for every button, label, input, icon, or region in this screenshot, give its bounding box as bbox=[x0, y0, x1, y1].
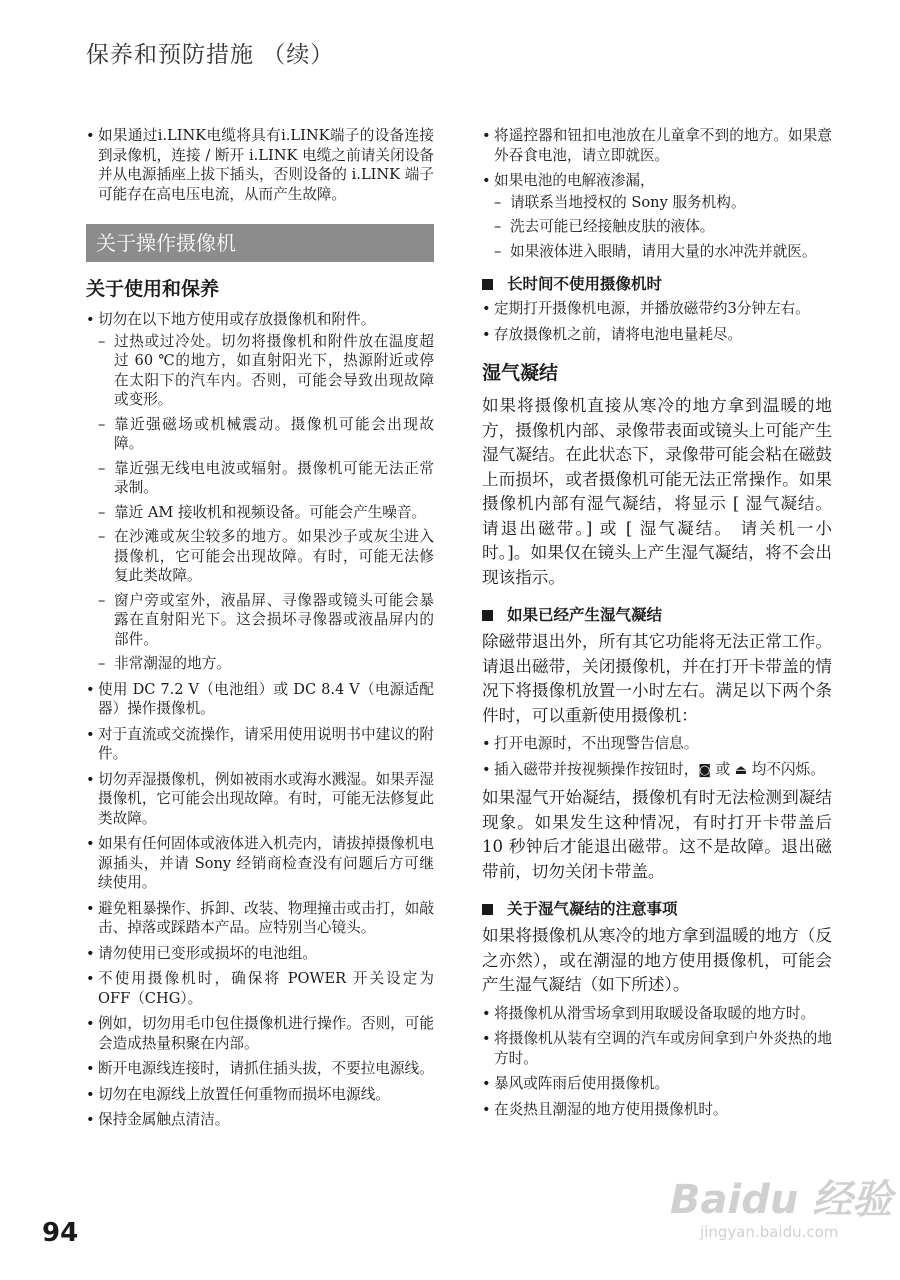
dash-item: – 靠近强磁场或机械震动。摄像机可能会出现故障。 bbox=[98, 415, 434, 454]
list-item bbox=[482, 171, 832, 261]
list-item-text: 均不闪烁。 bbox=[747, 760, 825, 778]
list-item: • 对于直流或交流操作，请采用使用说明书中建议的附件。 bbox=[86, 725, 434, 764]
list-item-text: 插入磁带并按视频操作按钮时， bbox=[494, 760, 699, 778]
intro-list bbox=[86, 126, 434, 204]
left-column bbox=[86, 126, 434, 1136]
list-item: • 如果有任何固体或液体进入机壳内，请拔掉摄像机电源插头，并请 Sony 经销商检查没有问题后方可继续使用。 bbox=[86, 834, 434, 893]
dash-item: – 请联系当地授权的 Sony 服务机构。 bbox=[494, 193, 832, 213]
list-item-text: 切勿在以下地方使用或存放摄像机和附件。 bbox=[98, 311, 376, 328]
dash-item: – 靠近强无线电电波或辐射。摄像机可能无法正常录制。 bbox=[98, 459, 434, 498]
dash-list bbox=[494, 193, 832, 262]
list-item-text: 或 bbox=[710, 760, 735, 778]
list-item: • 在炎热且潮湿的地方使用摄像机时。 bbox=[482, 1100, 832, 1120]
square-bullet-icon bbox=[482, 610, 493, 621]
dash-item: – 非常潮湿的地方。 bbox=[98, 654, 434, 674]
subhead-long-time bbox=[482, 273, 832, 295]
list-item: • 将摄像机从装有空调的汽车或房间拿到户外炎热的地方时。 bbox=[482, 1029, 832, 1068]
right-column bbox=[482, 126, 832, 1125]
list-item: • 打开电源时，不出现警告信息。 bbox=[482, 734, 832, 754]
watermark-logo: Baidu 经验 bbox=[670, 1177, 893, 1223]
dash-item: – 在沙滩或灰尘较多的地方。如果沙子或灰尘进入摄像机，它可能会出现故障。有时，可能无法修复此类故障。 bbox=[98, 527, 434, 586]
page-number: 94 bbox=[42, 1218, 79, 1248]
watermark-url: jingyan.baidu.com bbox=[700, 1223, 839, 1241]
subhead-text: 关于湿气凝结的注意事项 bbox=[507, 900, 678, 918]
dash-item: – 过热或过冷处。切勿将摄像机和附件放在温度超过 60 ℃的地方，如直射阳光下，热源附近或停在太阳下的汽车内。否则，可能会导致出现故障或变形。 bbox=[98, 332, 434, 410]
section-title-bar: 关于操作摄像机 bbox=[86, 224, 434, 262]
watermark bbox=[670, 1168, 892, 1241]
if-condensed-paragraph: 除磁带退出外，所有其它功能将无法正常工作。请退出磁带，关闭摄像机，并在打开卡带盖的情况下将摄像机放置一小时左右。满足以下两个条件时，可以重新使用摄像机： bbox=[482, 632, 832, 725]
long-time-list bbox=[482, 299, 832, 344]
subhead-if-condensed bbox=[482, 604, 832, 626]
page-title: 保养和预防措施 （续） bbox=[86, 42, 335, 68]
list-item: • 将遥控器和钮扣电池放在儿童拿不到的地方。如果意外吞食电池，请立即就医。 bbox=[482, 126, 832, 165]
care-list bbox=[86, 310, 434, 1130]
list-item: • 切勿弄湿摄像机，例如被雨水或海水溅湿。如果弄湿摄像机，它可能会出现故障。有时，可能无法修复此类故障。 bbox=[86, 770, 434, 829]
conditions-list bbox=[482, 734, 832, 780]
after-paragraph: 如果湿气开始凝结，摄像机有时无法检测到凝结现象。如果发生这种情况，有时打开卡带盖后 10 秒钟后才能退出磁带。这不是故障。退出磁带前，切勿关闭卡带盖。 bbox=[482, 788, 832, 881]
dash-item: – 如果液体进入眼睛，请用大量的水冲洗并就医。 bbox=[494, 242, 832, 262]
subhead-text: 如果已经产生湿气凝结 bbox=[507, 606, 663, 624]
list-item bbox=[86, 310, 434, 674]
eject-icon: ⏏ bbox=[734, 762, 748, 778]
notes-list bbox=[482, 1004, 832, 1120]
dash-item: – 窗户旁或室外，液晶屏、寻像器或镜头可能会暴露在直射阳光下。这会损坏寻像器或液晶屏内的部件。 bbox=[98, 591, 434, 650]
dash-item: – 洗去可能已经接触皮肤的液体。 bbox=[494, 217, 832, 237]
list-item: • 避免粗暴操作、拆卸、改装、物理撞击或击打，如敲击、掉落或踩踏本产品。应特别当心镜头。 bbox=[86, 899, 434, 938]
rec-indicator-icon: ◙ bbox=[698, 762, 711, 778]
subhead-text: 长时间不使用摄像机时 bbox=[507, 275, 663, 293]
list-item: • 切勿在电源线上放置任何重物而损坏电源线。 bbox=[86, 1085, 434, 1105]
notes-paragraph: 如果将摄像机从寒冷的地方拿到温暖的地方（反之亦然），或在潮湿的地方使用摄像机，可能会产生湿气凝结（如下所述）。 bbox=[482, 926, 832, 994]
list-item-text: 如果电池的电解液渗漏， bbox=[494, 172, 655, 189]
list-item: • 例如，切勿用毛巾包住摄像机进行操作。否则，可能会造成热量积聚在内部。 bbox=[86, 1014, 434, 1053]
dash-list bbox=[98, 332, 434, 674]
list-item: • 断开电源线连接时，请抓住插头拔，不要拉电源线。 bbox=[86, 1059, 434, 1079]
list-item: • 保持金属触点清洁。 bbox=[86, 1110, 434, 1130]
list-item: • 定期打开摄像机电源，并播放磁带约3分钟左右。 bbox=[482, 299, 832, 319]
list-item: • 暴风或阵雨后使用摄像机。 bbox=[482, 1074, 832, 1094]
condensation-paragraph: 如果将摄像机直接从寒冷的地方拿到温暖的地方，摄像机内部、录像带表面或镜头上可能产生湿气凝结。在此状态下，录像带可能会粘在磁鼓上而损坏，或者摄像机可能无法正常操作。如果摄像机内部有湿气凝结，将显示 [ 湿气凝结。 请退出磁带。] 或 [ 湿气凝结。 请关机一小时。]。如果仅在镜头上产生湿气凝结，将不会出现该指示。 bbox=[482, 396, 832, 587]
list-item: • 存放摄像机之前，请将电池电量耗尽。 bbox=[482, 325, 832, 345]
subhead-condensation: 湿气凝结 bbox=[482, 362, 559, 384]
list-item: • 请勿使用已变形或损坏的电池组。 bbox=[86, 944, 434, 964]
square-bullet-icon bbox=[482, 904, 493, 915]
subhead-notes bbox=[482, 898, 832, 920]
square-bullet-icon bbox=[482, 279, 493, 290]
list-item: • 不使用摄像机时，确保将 POWER 开关设定为 OFF（CHG）。 bbox=[86, 969, 434, 1008]
battery-list bbox=[482, 126, 832, 261]
list-item bbox=[482, 760, 832, 781]
list-item: • 将摄像机从滑雪场拿到用取暖设备取暖的地方时。 bbox=[482, 1004, 832, 1024]
list-item: • 使用 DC 7.2 V（电池组）或 DC 8.4 V（电源适配器）操作摄像机。 bbox=[86, 680, 434, 719]
list-item: • 如果通过i.LINK电缆将具有i.LINK端子的设备连接到录像机，连接 / 断开 i.LINK 电缆之前请关闭设备并从电源插座上拔下插头，否则设备的 i.LINK 端子可能存在高电压电流，从而产生故障。 bbox=[86, 126, 434, 204]
dash-item: – 靠近 AM 接收机和视频设备。可能会产生噪音。 bbox=[98, 503, 434, 523]
subhead-use-care: 关于使用和保养 bbox=[86, 278, 220, 300]
